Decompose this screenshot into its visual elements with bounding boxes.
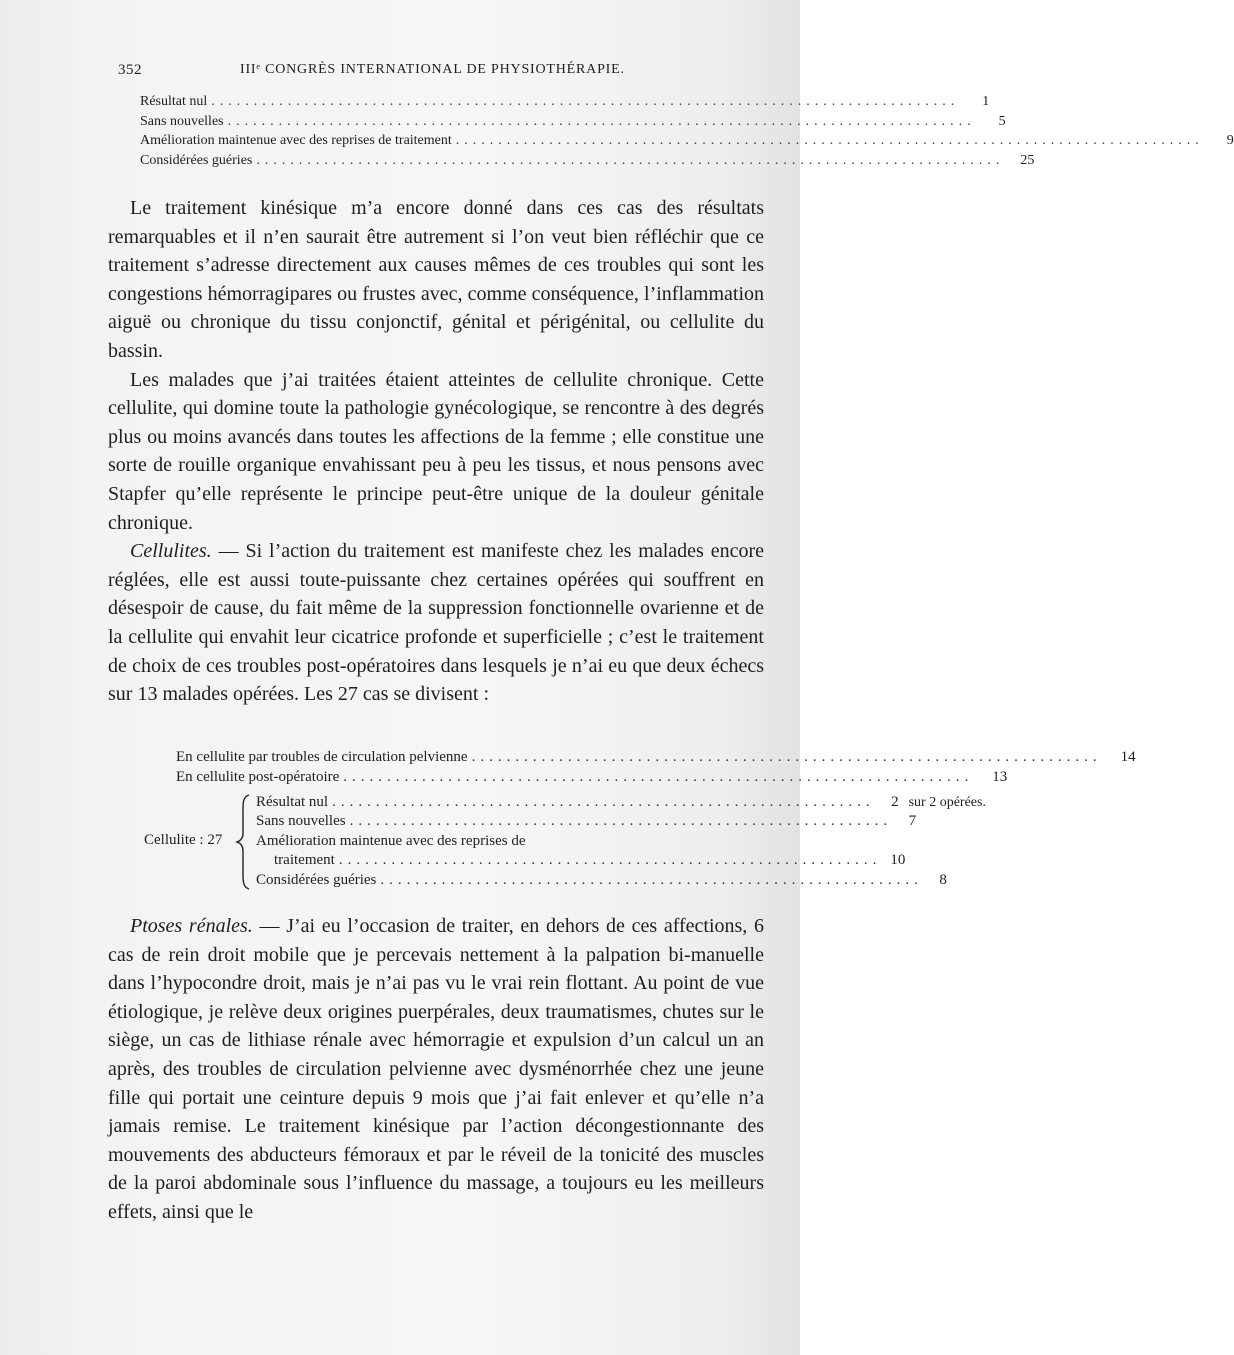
result-value: 8	[939, 871, 947, 888]
left-brace-icon	[236, 793, 252, 891]
list-item	[140, 131, 1234, 151]
ptoses-paragraph	[108, 912, 764, 1227]
section-heading-cellulites: Cellulites.	[130, 540, 212, 563]
result-label: Résultat nul	[140, 94, 208, 109]
results-summary-list	[140, 92, 1234, 170]
dot-leader: ........................................................................	[343, 769, 974, 785]
dot-leader: ..............................................................	[380, 871, 923, 888]
table-row	[256, 832, 764, 851]
category-label: En cellulite post-opératoire	[176, 769, 340, 785]
list-item	[140, 112, 1006, 132]
list-item	[140, 92, 990, 112]
page-number: 352	[118, 62, 142, 78]
result-label: Considérées guéries	[256, 871, 377, 888]
cellulite-category-list	[176, 747, 1136, 787]
table-row	[256, 871, 947, 890]
cellulite-result-rows	[256, 793, 986, 890]
paragraph: Les malades que j’ai traitées étaient atteintes de cellulite chronique. Cette cellulite, qui domine toute la pathologie gynécologique, se rencontre à des degrés plus ou moins avancés dans toutes les affections de la femme ; elle constitue une sorte de rouille organique envahissant peu à peu les tissus, et nous pensons avec Stapfer qu’elle représente le principe peut-être unique de la douleur génitale chronique.	[108, 368, 764, 534]
table-row	[256, 812, 917, 831]
result-label: Résultat nul	[256, 794, 329, 810]
list-item	[176, 747, 1136, 767]
dot-leader: ........................................................................................	[227, 113, 976, 129]
paragraph: Le traitement kinésique m’a encore donné dans ces cas des résultats remarquables et il n’en saurait être autrement si l’on veut bien réfléchir que ce traitement s’adresse directement aux causes mêmes de ces troubles qui sont les congestions hémorragipares ou frustes avec, comme conséquence, l’inflammation aiguë ou chronique du tissu conjonctif, génital et périgénital, ou cellulite du bassin.	[108, 197, 764, 362]
result-value: 25	[1020, 152, 1035, 168]
result-value: 7	[908, 813, 917, 830]
category-value: 14	[1120, 749, 1136, 765]
result-value: 10	[890, 852, 906, 869]
running-head	[118, 58, 758, 84]
result-label: Sans nouvelles	[256, 813, 346, 830]
result-label: traitement	[274, 852, 335, 869]
paragraph-text: — Si l’action du traitement est manifeste chez les malades encore réglées, elle est aussi toute-puissante chez certaines opérées qui souffrent en désespoir de cause, du fait même de la suppression fonctionnelle ovarienne et de la cellulite qui envahit leur cicatrice profonde et superficielle ; c’est le traitement de choix de ces troubles post-opératoires dans lesquels je n’ai eu que deux échecs sur 13 malades opérées. Les 27 cas se divisent :	[108, 540, 764, 706]
dot-leader: ..............................................................	[349, 813, 893, 830]
dot-leader: ........................................................................................	[211, 94, 960, 109]
dot-leader: ........................................................................................	[455, 133, 1204, 148]
body-text-section-2	[108, 912, 764, 1227]
table-row	[256, 851, 906, 870]
cellulites-paragraph	[108, 537, 764, 709]
table-row	[256, 793, 986, 812]
result-label: Amélioration maintenue avec des reprises de	[256, 832, 526, 849]
category-label: En cellulite par troubles de circulation pelvienne	[176, 749, 468, 765]
result-note: sur 2 opérées.	[908, 795, 986, 810]
cellulite-results-table	[144, 793, 986, 893]
result-label: Amélioration maintenue avec des reprises de traitement	[140, 133, 452, 148]
result-value: 1	[982, 94, 990, 109]
dot-leader: ........................................................................................	[256, 152, 1005, 168]
paragraph-text: — J’ai eu l’occasion de traiter, en dehors de ces affections, 6 cas de rein droit mobile que je percevais nettement à la palpation bi-manuelle dans l’hypocondre droit, mais je n’ai pas vu le vrai rein flottant. Au point de vue étiologique, je relève deux origines puerpérales, deux traumatismes, chutes sur le siège, un cas de lithiase rénale avec hémorragie et expulsion d’un calcul un an après, des troubles de circulation pelvienne avec dysménorrhée chez une jeune fille qui portait une ceinture depuis 9 mois que j’ai fait enlever et qu’elle n’a jamais remise. Le traitement kinésique par l’action décongestionnante des mouvements des abducteurs fémoraux et par le réveil de la tonicité des muscles de la paroi abdominale sous l’influence du massage, a toujours eu les meilleurs effets, ainsi que le	[108, 915, 765, 1223]
list-item	[176, 767, 1008, 787]
result-label: Considérées guéries	[140, 152, 253, 168]
cellulite-total-label: Cellulite : 27	[144, 832, 223, 848]
result-label: Sans nouvelles	[140, 113, 224, 129]
section-heading-ptoses: Ptoses rénales.	[130, 915, 253, 937]
body-text-section-1	[108, 194, 764, 709]
result-value: 9	[1226, 133, 1234, 148]
dot-leader: ..............................................................	[338, 852, 882, 869]
result-value: 5	[998, 113, 1006, 129]
list-item	[140, 151, 1035, 171]
result-value: 2	[891, 794, 899, 810]
category-value: 13	[992, 769, 1008, 785]
running-head-title: IIIᵉ CONGRÈS INTERNATIONAL DE PHYSIOTHÉRAPIE.	[240, 62, 625, 77]
dot-leader: ..............................................................	[332, 794, 875, 810]
dot-leader: ........................................................................	[471, 749, 1102, 765]
